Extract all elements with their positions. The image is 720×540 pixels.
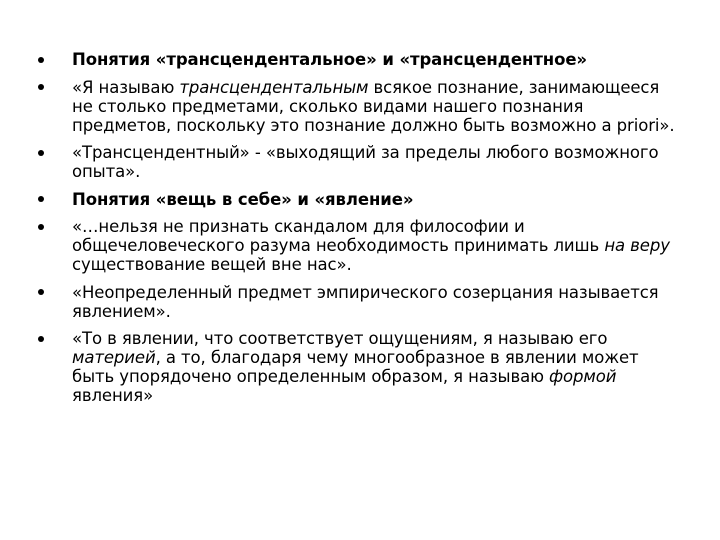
bullet-item-transcendent-definition [38, 143, 683, 181]
bullet-list [38, 50, 683, 414]
bullet-text: существование вещей вне нас». [72, 255, 352, 274]
bullet-item-appearance-definition [38, 283, 683, 321]
bullet-emphasis: формой [549, 367, 617, 386]
bullet-emphasis: материей [72, 348, 156, 367]
bullet-text: явления» [72, 386, 154, 405]
bullet-text: , а то, благодаря чему многообразное в явлении может быть упорядочено определенным образом, я называю [72, 348, 639, 386]
bullet-emphasis: трансцендентальным [179, 77, 369, 97]
bullet-heading: Понятия «трансцендентальное» и «трансцендентное» [72, 50, 587, 69]
bullet-emphasis: на веру [604, 236, 670, 255]
bullet-heading: Понятия «вещь в себе» и «явление» [72, 189, 414, 209]
bullet-dot [38, 289, 44, 295]
bullet-dot [38, 196, 44, 202]
bullet-text: «То в явлении, что соответствует ощущениям, я называю его [72, 329, 608, 348]
bullet-item-transcendental-concepts [38, 50, 683, 69]
bullet-dot [38, 84, 44, 90]
bullet-dot [38, 336, 44, 342]
bullet-text: «…нельзя не признать скандалом для философии и общечеловеческого разума необходимость принимать лишь [72, 217, 605, 255]
bullet-text: «Неопределенный предмет эмпирического созерцания называется явлением». [72, 282, 659, 321]
bullet-dot [38, 57, 44, 63]
bullet-dot [38, 224, 44, 230]
bullet-item-matter-form-quote [38, 329, 683, 405]
bullet-text: «Я называю [72, 77, 180, 97]
bullet-dot [38, 150, 44, 156]
bullet-item-transcendental-quote [38, 78, 683, 135]
bullet-item-scandal-quote [38, 217, 683, 274]
bullet-item-thing-in-itself-concepts [38, 190, 683, 209]
bullet-text: всякое познание, занимающееся не столько предметами, сколько видами нашего познания предметов, поскольку это познание должно быть возможно a priori». [72, 77, 675, 135]
bullet-text: «Трансцендентный» - «выходящий за пределы любого возможного опыта». [72, 143, 659, 181]
